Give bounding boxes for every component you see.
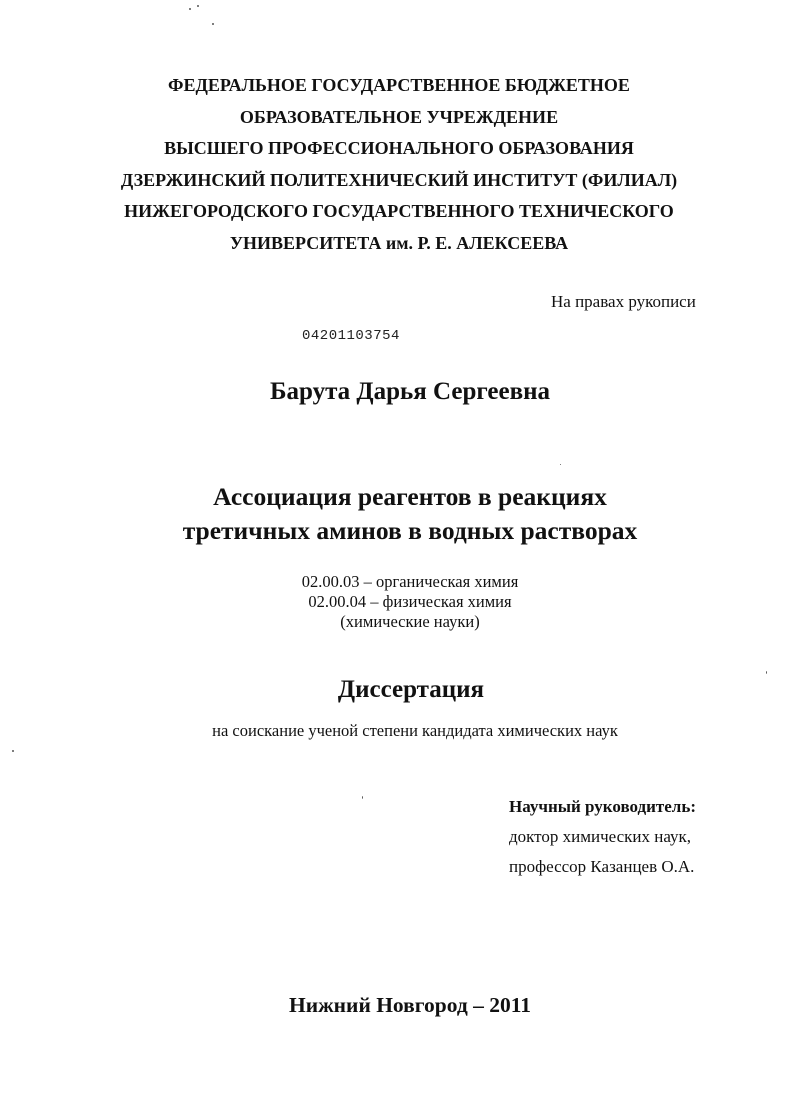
- supervisor-block: [509, 792, 696, 882]
- institution-line: ФЕДЕРАЛЬНОЕ ГОСУДАРСТВЕННОЕ БЮДЖЕТНОЕ: [168, 75, 630, 95]
- institution-header: [0, 70, 798, 259]
- specialty-line: 02.00.03 – органическая химия: [301, 572, 519, 591]
- specialties: [0, 572, 798, 632]
- institution-line: УНИВЕРСИТЕТА им. Р. Е. АЛЕКСЕЕВА: [229, 232, 569, 253]
- rights-note: На правах рукописи: [551, 292, 696, 311]
- author-name: Барута Дарья Сергеевна: [269, 378, 551, 405]
- institution-line: ДЗЕРЖИНСКИЙ ПОЛИТЕХНИЧЕСКИЙ ИНСТИТУТ (ФИЛИАЛ): [120, 169, 678, 190]
- dissertation-title: [0, 480, 798, 548]
- scan-speck: [197, 5, 199, 7]
- institution-line: ВЫСШЕГО ПРОФЕССИОНАЛЬНОГО ОБРАЗОВАНИЯ: [164, 138, 634, 158]
- specialty-line: 02.00.04 – физическая химия: [308, 592, 512, 611]
- supervisor-name: профессор Казанцев О.А.: [509, 857, 695, 876]
- institution-line: ОБРАЗОВАТЕЛЬНОЕ УЧРЕЖДЕНИЕ: [239, 106, 559, 127]
- scan-speck: [766, 671, 767, 674]
- scan-speck: [12, 750, 14, 752]
- scan-speck: [362, 796, 363, 799]
- document-type: Диссертация: [337, 676, 485, 703]
- degree-purpose: на соискание ученой степени кандидата химических наук: [212, 721, 618, 740]
- title-line: третичных аминов в водных растворах: [182, 516, 638, 545]
- scan-speck: [560, 464, 561, 465]
- institution-line: НИЖЕГОРОДСКОГО ГОСУДАРСТВЕННОГО ТЕХНИЧЕСКОГО: [124, 201, 674, 221]
- supervisor-heading: Научный руководитель:: [509, 797, 696, 816]
- barcode-number: 04201103754: [302, 328, 400, 344]
- scan-speck: [189, 8, 191, 10]
- scan-speck: [212, 23, 214, 25]
- place-year: Нижний Новгород – 2011: [288, 993, 532, 1017]
- specialty-field: (химические науки): [340, 612, 480, 631]
- title-line: Ассоциация реагентов в реакциях: [213, 482, 607, 511]
- supervisor-degree: доктор химических наук,: [509, 827, 692, 846]
